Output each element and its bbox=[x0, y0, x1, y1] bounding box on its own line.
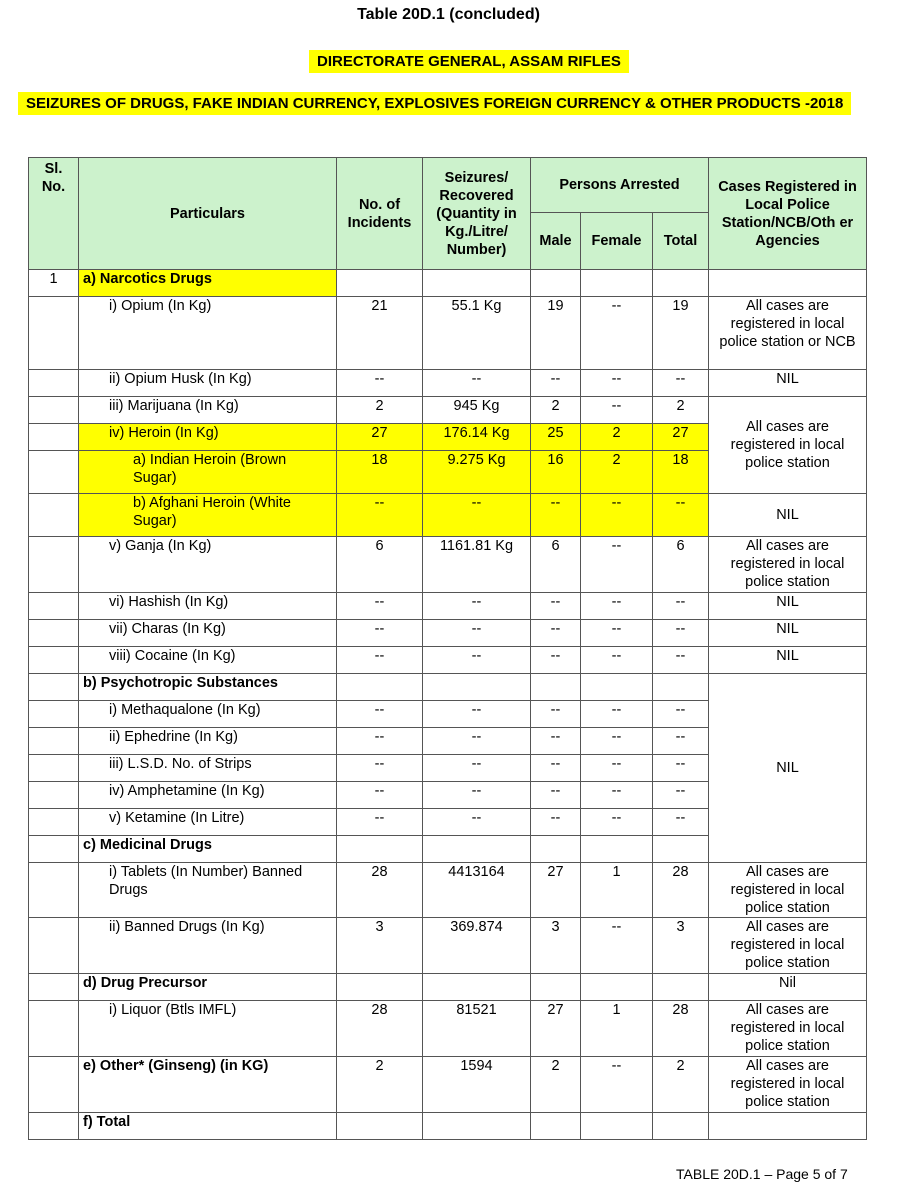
sl-no-cell: 1 bbox=[29, 270, 79, 297]
male-cell: 2 bbox=[531, 1057, 581, 1113]
incidents-cell: -- bbox=[337, 782, 423, 809]
particular-cell: vi) Hashish (In Kg) bbox=[79, 593, 337, 620]
seized-cell: 1161.81 Kg bbox=[423, 537, 531, 593]
header-female: Female bbox=[581, 213, 653, 270]
total-cell: -- bbox=[653, 370, 709, 397]
incidents-cell: -- bbox=[337, 593, 423, 620]
female-cell: 2 bbox=[581, 424, 653, 451]
total-cell: 27 bbox=[653, 424, 709, 451]
particular-cell: a) Indian Heroin (Brown Sugar) bbox=[79, 451, 337, 494]
seized-cell: -- bbox=[423, 809, 531, 836]
incidents-cell: 21 bbox=[337, 297, 423, 370]
table-row bbox=[29, 270, 867, 297]
particular-cell: v) Ketamine (In Litre) bbox=[79, 809, 337, 836]
total-cell: -- bbox=[653, 755, 709, 782]
header-persons-arrested: Persons Arrested bbox=[531, 158, 709, 213]
header-particulars: Particulars bbox=[79, 158, 337, 270]
male-cell: 16 bbox=[531, 451, 581, 494]
section-label: a) Narcotics Drugs bbox=[79, 270, 337, 297]
header-cases: Cases Registered in Local Police Station/NCB/Oth er Agencies bbox=[709, 158, 867, 270]
incidents-cell: -- bbox=[337, 809, 423, 836]
incidents-cell: 6 bbox=[337, 537, 423, 593]
particular-cell: iv) Amphetamine (In Kg) bbox=[79, 782, 337, 809]
particular-cell: ii) Banned Drugs (In Kg) bbox=[79, 918, 337, 974]
particular-cell: iii) Marijuana (In Kg) bbox=[79, 397, 337, 424]
section-label: c) Medicinal Drugs bbox=[79, 836, 337, 863]
incidents-cell: -- bbox=[337, 755, 423, 782]
cases-cell: NIL bbox=[709, 647, 867, 674]
seized-cell: -- bbox=[423, 755, 531, 782]
page-footer: TABLE 20D.1 – Page 5 of 7 bbox=[676, 1166, 848, 1182]
female-cell: -- bbox=[581, 755, 653, 782]
cases-cell: Nil bbox=[709, 974, 867, 1001]
incidents-cell: -- bbox=[337, 370, 423, 397]
female-cell: -- bbox=[581, 297, 653, 370]
seized-cell: 4413164 bbox=[423, 863, 531, 918]
female-cell: -- bbox=[581, 494, 653, 537]
total-cell: 28 bbox=[653, 1001, 709, 1057]
female-cell: -- bbox=[581, 728, 653, 755]
header-male: Male bbox=[531, 213, 581, 270]
male-cell: -- bbox=[531, 370, 581, 397]
table-row bbox=[29, 647, 867, 674]
table-row bbox=[29, 918, 867, 974]
seized-cell: 176.14 Kg bbox=[423, 424, 531, 451]
particular-cell: v) Ganja (In Kg) bbox=[79, 537, 337, 593]
male-cell: -- bbox=[531, 782, 581, 809]
subtitle-banner: SEIZURES OF DRUGS, FAKE INDIAN CURRENCY, EXPLOSIVES FOREIGN CURRENCY & OTHER PRODUCTS -2018 bbox=[18, 92, 851, 115]
particular-cell: ii) Ephedrine (In Kg) bbox=[79, 728, 337, 755]
male-cell: 3 bbox=[531, 918, 581, 974]
section-label: d) Drug Precursor bbox=[79, 974, 337, 1001]
cases-cell: NIL bbox=[709, 674, 867, 863]
cases-cell: All cases are registered in local police station bbox=[709, 397, 867, 494]
incidents-cell: 2 bbox=[337, 397, 423, 424]
incidents-cell: 3 bbox=[337, 918, 423, 974]
particular-cell: i) Methaqualone (In Kg) bbox=[79, 701, 337, 728]
particular-cell: vii) Charas (In Kg) bbox=[79, 620, 337, 647]
incidents-cell: -- bbox=[337, 647, 423, 674]
male-cell: 27 bbox=[531, 863, 581, 918]
particular-cell: ii) Opium Husk (In Kg) bbox=[79, 370, 337, 397]
particular-cell: i) Tablets (In Number) Banned Drugs bbox=[79, 863, 337, 918]
particular-cell: b) Afghani Heroin (White Sugar) bbox=[79, 494, 337, 537]
total-cell: -- bbox=[653, 701, 709, 728]
total-cell: -- bbox=[653, 494, 709, 537]
table-row bbox=[29, 863, 867, 918]
table-row bbox=[29, 537, 867, 593]
seized-cell: -- bbox=[423, 494, 531, 537]
table-row bbox=[29, 593, 867, 620]
seized-cell: 55.1 Kg bbox=[423, 297, 531, 370]
female-cell: -- bbox=[581, 593, 653, 620]
incidents-cell: -- bbox=[337, 620, 423, 647]
cases-cell: All cases are registered in local police station bbox=[709, 918, 867, 974]
total-cell: 18 bbox=[653, 451, 709, 494]
total-cell: 3 bbox=[653, 918, 709, 974]
male-cell: -- bbox=[531, 593, 581, 620]
seized-cell: -- bbox=[423, 701, 531, 728]
particular-cell: viii) Cocaine (In Kg) bbox=[79, 647, 337, 674]
male-cell: -- bbox=[531, 728, 581, 755]
header-total: Total bbox=[653, 213, 709, 270]
incidents-cell: 27 bbox=[337, 424, 423, 451]
female-cell: 1 bbox=[581, 1001, 653, 1057]
section-label: e) Other* (Ginseng) (in KG) bbox=[79, 1057, 337, 1113]
table-row bbox=[29, 620, 867, 647]
female-cell: -- bbox=[581, 782, 653, 809]
seized-cell: -- bbox=[423, 593, 531, 620]
total-cell: 6 bbox=[653, 537, 709, 593]
cases-cell: All cases are registered in local police station or NCB bbox=[709, 297, 867, 370]
seizures-table bbox=[28, 157, 867, 1140]
incidents-cell: 28 bbox=[337, 863, 423, 918]
total-cell: 19 bbox=[653, 297, 709, 370]
male-cell: -- bbox=[531, 755, 581, 782]
total-cell: 28 bbox=[653, 863, 709, 918]
particular-cell: iv) Heroin (In Kg) bbox=[79, 424, 337, 451]
total-cell: 2 bbox=[653, 397, 709, 424]
male-cell: -- bbox=[531, 620, 581, 647]
total-cell: -- bbox=[653, 728, 709, 755]
table-row bbox=[29, 974, 867, 1001]
male-cell: -- bbox=[531, 494, 581, 537]
section-label: b) Psychotropic Substances bbox=[79, 674, 337, 701]
particular-cell: i) Liquor (Btls IMFL) bbox=[79, 1001, 337, 1057]
female-cell: -- bbox=[581, 370, 653, 397]
table-row bbox=[29, 674, 867, 701]
header-sl-no: Sl. No. bbox=[29, 158, 79, 270]
male-cell: 27 bbox=[531, 1001, 581, 1057]
incidents-cell: -- bbox=[337, 728, 423, 755]
male-cell: -- bbox=[531, 701, 581, 728]
cases-cell: All cases are registered in local police station bbox=[709, 1057, 867, 1113]
organization-banner: DIRECTORATE GENERAL, ASSAM RIFLES bbox=[309, 50, 629, 73]
table-row bbox=[29, 297, 867, 370]
male-cell: -- bbox=[531, 809, 581, 836]
female-cell: 1 bbox=[581, 863, 653, 918]
total-cell: -- bbox=[653, 620, 709, 647]
incidents-cell: -- bbox=[337, 701, 423, 728]
incidents-cell: 28 bbox=[337, 1001, 423, 1057]
incidents-cell: -- bbox=[337, 494, 423, 537]
table-row bbox=[29, 494, 867, 537]
cases-cell: NIL bbox=[709, 370, 867, 397]
male-cell: 19 bbox=[531, 297, 581, 370]
table-row bbox=[29, 370, 867, 397]
total-cell: 2 bbox=[653, 1057, 709, 1113]
table-row bbox=[29, 1113, 867, 1140]
particular-cell: iii) L.S.D. No. of Strips bbox=[79, 755, 337, 782]
cases-cell: All cases are registered in local police station bbox=[709, 1001, 867, 1057]
incidents-cell: 18 bbox=[337, 451, 423, 494]
incidents-cell: 2 bbox=[337, 1057, 423, 1113]
cases-cell: All cases are registered in local police station bbox=[709, 863, 867, 918]
cases-cell: NIL bbox=[709, 593, 867, 620]
total-cell: -- bbox=[653, 782, 709, 809]
female-cell: -- bbox=[581, 620, 653, 647]
female-cell: -- bbox=[581, 647, 653, 674]
cases-cell: All cases are registered in local police station bbox=[709, 537, 867, 593]
female-cell: -- bbox=[581, 1057, 653, 1113]
table-row bbox=[29, 1001, 867, 1057]
seized-cell: 9.275 Kg bbox=[423, 451, 531, 494]
female-cell: -- bbox=[581, 397, 653, 424]
seized-cell: -- bbox=[423, 782, 531, 809]
table-title: Table 20D.1 (concluded) bbox=[357, 6, 540, 23]
female-cell: -- bbox=[581, 537, 653, 593]
total-cell: -- bbox=[653, 647, 709, 674]
header-seizures: Seizures/ Recovered (Quantity in Kg./Litre/ Number) bbox=[423, 158, 531, 270]
cases-cell: NIL bbox=[709, 494, 867, 537]
female-cell: 2 bbox=[581, 451, 653, 494]
header-incidents: No. of Incidents bbox=[337, 158, 423, 270]
seized-cell: -- bbox=[423, 728, 531, 755]
section-label: f) Total bbox=[79, 1113, 337, 1140]
seized-cell: 81521 bbox=[423, 1001, 531, 1057]
seized-cell: 1594 bbox=[423, 1057, 531, 1113]
seized-cell: -- bbox=[423, 370, 531, 397]
table-row bbox=[29, 1057, 867, 1113]
female-cell: -- bbox=[581, 701, 653, 728]
female-cell: -- bbox=[581, 918, 653, 974]
male-cell: 6 bbox=[531, 537, 581, 593]
male-cell: -- bbox=[531, 647, 581, 674]
table-row bbox=[29, 397, 867, 424]
seized-cell: 945 Kg bbox=[423, 397, 531, 424]
particular-cell: i) Opium (In Kg) bbox=[79, 297, 337, 370]
seized-cell: -- bbox=[423, 647, 531, 674]
total-cell: -- bbox=[653, 809, 709, 836]
cases-cell: NIL bbox=[709, 620, 867, 647]
seized-cell: 369.874 bbox=[423, 918, 531, 974]
male-cell: 25 bbox=[531, 424, 581, 451]
male-cell: 2 bbox=[531, 397, 581, 424]
seized-cell: -- bbox=[423, 620, 531, 647]
female-cell: -- bbox=[581, 809, 653, 836]
total-cell: -- bbox=[653, 593, 709, 620]
